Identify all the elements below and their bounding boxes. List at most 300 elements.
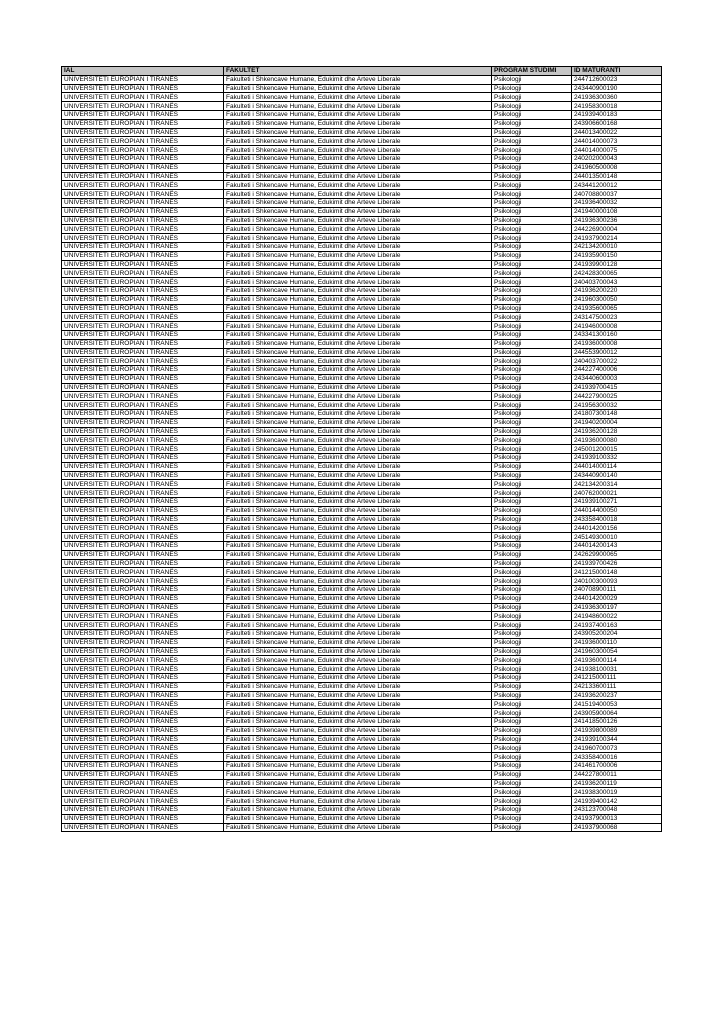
cell-fakultet: Fakulteti i Shkencave Humane, Edukimit dhe Arteve Liberale (224, 603, 492, 612)
cell-ial: UNIVERSITETI EUROPIAN I TIRANËS (62, 198, 224, 207)
table-row (62, 533, 662, 542)
cell-ial: UNIVERSITETI EUROPIAN I TIRANËS (62, 717, 224, 726)
cell-fakultet: Fakulteti i Shkencave Humane, Edukimit dhe Arteve Liberale (224, 146, 492, 155)
cell-program: Psikologji (492, 638, 572, 647)
cell-id-maturanti: 244712600023 (572, 75, 662, 84)
table-row (62, 392, 662, 401)
cell-program: Psikologji (492, 410, 572, 419)
cell-fakultet: Fakulteti i Shkencave Humane, Edukimit dhe Arteve Liberale (224, 304, 492, 313)
cell-fakultet: Fakulteti i Shkencave Humane, Edukimit dhe Arteve Liberale (224, 594, 492, 603)
cell-ial: UNIVERSITETI EUROPIAN I TIRANËS (62, 427, 224, 436)
table-row (62, 814, 662, 823)
cell-program: Psikologji (492, 313, 572, 322)
cell-id-maturanti: 241936200119 (572, 779, 662, 788)
cell-fakultet: Fakulteti i Shkencave Humane, Edukimit dhe Arteve Liberale (224, 207, 492, 216)
cell-id-maturanti: 244014400050 (572, 506, 662, 515)
table-row (62, 726, 662, 735)
cell-ial: UNIVERSITETI EUROPIAN I TIRANËS (62, 225, 224, 234)
cell-ial: UNIVERSITETI EUROPIAN I TIRANËS (62, 621, 224, 630)
cell-program: Psikologji (492, 436, 572, 445)
cell-fakultet: Fakulteti i Shkencave Humane, Edukimit dhe Arteve Liberale (224, 550, 492, 559)
cell-program: Psikologji (492, 559, 572, 568)
table-row (62, 823, 662, 832)
cell-id-maturanti: 241936300236 (572, 216, 662, 225)
cell-ial: UNIVERSITETI EUROPIAN I TIRANËS (62, 418, 224, 427)
cell-ial: UNIVERSITETI EUROPIAN I TIRANËS (62, 322, 224, 331)
cell-program: Psikologji (492, 568, 572, 577)
table-row (62, 788, 662, 797)
cell-program: Psikologji (492, 744, 572, 753)
cell-ial: UNIVERSITETI EUROPIAN I TIRANËS (62, 779, 224, 788)
cell-id-maturanti: 241948600022 (572, 612, 662, 621)
header-ial: IAL (62, 67, 224, 76)
cell-ial: UNIVERSITETI EUROPIAN I TIRANËS (62, 313, 224, 322)
table-row (62, 462, 662, 471)
cell-fakultet: Fakulteti i Shkencave Humane, Edukimit dhe Arteve Liberale (224, 788, 492, 797)
cell-program: Psikologji (492, 665, 572, 674)
cell-fakultet: Fakulteti i Shkencave Humane, Edukimit dhe Arteve Liberale (224, 339, 492, 348)
cell-program: Psikologji (492, 110, 572, 119)
cell-fakultet: Fakulteti i Shkencave Humane, Edukimit dhe Arteve Liberale (224, 779, 492, 788)
cell-ial: UNIVERSITETI EUROPIAN I TIRANËS (62, 559, 224, 568)
cell-program: Psikologji (492, 770, 572, 779)
cell-program: Psikologji (492, 797, 572, 806)
cell-fakultet: Fakulteti i Shkencave Humane, Edukimit dhe Arteve Liberale (224, 401, 492, 410)
cell-fakultet: Fakulteti i Shkencave Humane, Edukimit dhe Arteve Liberale (224, 181, 492, 190)
cell-id-maturanti: 241939800089 (572, 726, 662, 735)
cell-program: Psikologji (492, 709, 572, 718)
cell-ial: UNIVERSITETI EUROPIAN I TIRANËS (62, 295, 224, 304)
cell-fakultet: Fakulteti i Shkencave Humane, Edukimit dhe Arteve Liberale (224, 533, 492, 542)
cell-program: Psikologji (492, 656, 572, 665)
cell-fakultet: Fakulteti i Shkencave Humane, Edukimit dhe Arteve Liberale (224, 110, 492, 119)
cell-id-maturanti: 240403700022 (572, 357, 662, 366)
cell-fakultet: Fakulteti i Shkencave Humane, Edukimit dhe Arteve Liberale (224, 286, 492, 295)
cell-id-maturanti: 241946000008 (572, 322, 662, 331)
cell-ial: UNIVERSITETI EUROPIAN I TIRANËS (62, 234, 224, 243)
cell-fakultet: Fakulteti i Shkencave Humane, Edukimit dhe Arteve Liberale (224, 471, 492, 480)
cell-id-maturanti: 240708900111 (572, 586, 662, 595)
cell-ial: UNIVERSITETI EUROPIAN I TIRANËS (62, 533, 224, 542)
table-row (62, 577, 662, 586)
cell-ial: UNIVERSITETI EUROPIAN I TIRANËS (62, 260, 224, 269)
cell-fakultet: Fakulteti i Shkencave Humane, Edukimit dhe Arteve Liberale (224, 770, 492, 779)
cell-fakultet: Fakulteti i Shkencave Humane, Edukimit dhe Arteve Liberale (224, 717, 492, 726)
table-row (62, 313, 662, 322)
cell-fakultet: Fakulteti i Shkencave Humane, Edukimit dhe Arteve Liberale (224, 647, 492, 656)
table-row (62, 348, 662, 357)
cell-ial: UNIVERSITETI EUROPIAN I TIRANËS (62, 673, 224, 682)
table-row (62, 542, 662, 551)
cell-fakultet: Fakulteti i Shkencave Humane, Edukimit dhe Arteve Liberale (224, 84, 492, 93)
cell-fakultet: Fakulteti i Shkencave Humane, Edukimit dhe Arteve Liberale (224, 761, 492, 770)
cell-program: Psikologji (492, 181, 572, 190)
cell-fakultet: Fakulteti i Shkencave Humane, Edukimit dhe Arteve Liberale (224, 489, 492, 498)
cell-id-maturanti: 244013400022 (572, 128, 662, 137)
cell-ial: UNIVERSITETI EUROPIAN I TIRANËS (62, 401, 224, 410)
cell-id-maturanti: 241960300054 (572, 647, 662, 656)
cell-program: Psikologji (492, 137, 572, 146)
cell-id-maturanti: 241939400142 (572, 797, 662, 806)
cell-program: Psikologji (492, 717, 572, 726)
table-row (62, 102, 662, 111)
cell-fakultet: Fakulteti i Shkencave Humane, Edukimit dhe Arteve Liberale (224, 295, 492, 304)
cell-program: Psikologji (492, 814, 572, 823)
table-row (62, 603, 662, 612)
cell-fakultet: Fakulteti i Shkencave Humane, Edukimit dhe Arteve Liberale (224, 330, 492, 339)
table-row (62, 761, 662, 770)
cell-program: Psikologji (492, 251, 572, 260)
cell-program: Psikologji (492, 119, 572, 128)
cell-fakultet: Fakulteti i Shkencave Humane, Edukimit dhe Arteve Liberale (224, 366, 492, 375)
cell-fakultet: Fakulteti i Shkencave Humane, Edukimit dhe Arteve Liberale (224, 638, 492, 647)
cell-id-maturanti: 241939700415 (572, 383, 662, 392)
cell-id-maturanti: 240708800037 (572, 190, 662, 199)
table-row (62, 709, 662, 718)
cell-program: Psikologji (492, 374, 572, 383)
cell-program: Psikologji (492, 445, 572, 454)
cell-fakultet: Fakulteti i Shkencave Humane, Edukimit dhe Arteve Liberale (224, 691, 492, 700)
table-row (62, 427, 662, 436)
table-row (62, 744, 662, 753)
cell-program: Psikologji (492, 506, 572, 515)
cell-program: Psikologji (492, 401, 572, 410)
table-row (62, 207, 662, 216)
cell-id-maturanti: 241936200220 (572, 286, 662, 295)
table-row (62, 234, 662, 243)
table-row (62, 630, 662, 639)
cell-id-maturanti: 241940000108 (572, 207, 662, 216)
cell-id-maturanti: 244014000114 (572, 462, 662, 471)
cell-ial: UNIVERSITETI EUROPIAN I TIRANËS (62, 770, 224, 779)
cell-fakultet: Fakulteti i Shkencave Humane, Edukimit dhe Arteve Liberale (224, 427, 492, 436)
cell-id-maturanti: 241461700006 (572, 761, 662, 770)
cell-id-maturanti: 241938100031 (572, 665, 662, 674)
cell-id-maturanti: 242134200314 (572, 480, 662, 489)
cell-id-maturanti: 241939400183 (572, 110, 662, 119)
table-row (62, 559, 662, 568)
cell-fakultet: Fakulteti i Shkencave Humane, Edukimit dhe Arteve Liberale (224, 568, 492, 577)
cell-ial: UNIVERSITETI EUROPIAN I TIRANËS (62, 542, 224, 551)
cell-program: Psikologji (492, 339, 572, 348)
table-row (62, 700, 662, 709)
cell-ial: UNIVERSITETI EUROPIAN I TIRANËS (62, 524, 224, 533)
cell-ial: UNIVERSITETI EUROPIAN I TIRANËS (62, 630, 224, 639)
table-row (62, 779, 662, 788)
table-row (62, 436, 662, 445)
cell-fakultet: Fakulteti i Shkencave Humane, Edukimit dhe Arteve Liberale (224, 630, 492, 639)
cell-ial: UNIVERSITETI EUROPIAN I TIRANËS (62, 471, 224, 480)
cell-fakultet: Fakulteti i Shkencave Humane, Edukimit dhe Arteve Liberale (224, 445, 492, 454)
cell-ial: UNIVERSITETI EUROPIAN I TIRANËS (62, 700, 224, 709)
cell-ial: UNIVERSITETI EUROPIAN I TIRANËS (62, 788, 224, 797)
table-row (62, 586, 662, 595)
cell-id-maturanti: 241936200128 (572, 427, 662, 436)
cell-program: Psikologji (492, 295, 572, 304)
cell-fakultet: Fakulteti i Shkencave Humane, Edukimit dhe Arteve Liberale (224, 436, 492, 445)
cell-ial: UNIVERSITETI EUROPIAN I TIRANËS (62, 665, 224, 674)
cell-id-maturanti: 242134200010 (572, 242, 662, 251)
cell-id-maturanti: 241939900128 (572, 260, 662, 269)
cell-id-maturanti: 241215000111 (572, 673, 662, 682)
cell-ial: UNIVERSITETI EUROPIAN I TIRANËS (62, 286, 224, 295)
cell-ial: UNIVERSITETI EUROPIAN I TIRANËS (62, 348, 224, 357)
table-row (62, 128, 662, 137)
cell-program: Psikologji (492, 225, 572, 234)
cell-id-maturanti: 243905200204 (572, 630, 662, 639)
table-row (62, 471, 662, 480)
cell-id-maturanti: 240403700043 (572, 278, 662, 287)
cell-id-maturanti: 241936000114 (572, 656, 662, 665)
cell-program: Psikologji (492, 612, 572, 621)
cell-fakultet: Fakulteti i Shkencave Humane, Edukimit dhe Arteve Liberale (224, 753, 492, 762)
cell-id-maturanti: 242133600111 (572, 682, 662, 691)
cell-id-maturanti: 243147500023 (572, 313, 662, 322)
cell-fakultet: Fakulteti i Shkencave Humane, Edukimit dhe Arteve Liberale (224, 559, 492, 568)
table-row (62, 198, 662, 207)
cell-ial: UNIVERSITETI EUROPIAN I TIRANËS (62, 163, 224, 172)
cell-ial: UNIVERSITETI EUROPIAN I TIRANËS (62, 383, 224, 392)
cell-id-maturanti: 241936000008 (572, 339, 662, 348)
cell-fakultet: Fakulteti i Shkencave Humane, Edukimit dhe Arteve Liberale (224, 744, 492, 753)
cell-fakultet: Fakulteti i Shkencave Humane, Edukimit dhe Arteve Liberale (224, 418, 492, 427)
cell-ial: UNIVERSITETI EUROPIAN I TIRANËS (62, 146, 224, 155)
cell-ial: UNIVERSITETI EUROPIAN I TIRANËS (62, 190, 224, 199)
cell-ial: UNIVERSITETI EUROPIAN I TIRANËS (62, 181, 224, 190)
cell-ial: UNIVERSITETI EUROPIAN I TIRANËS (62, 594, 224, 603)
cell-fakultet: Fakulteti i Shkencave Humane, Edukimit dhe Arteve Liberale (224, 797, 492, 806)
cell-id-maturanti: 241939700426 (572, 559, 662, 568)
cell-ial: UNIVERSITETI EUROPIAN I TIRANËS (62, 797, 224, 806)
cell-program: Psikologji (492, 207, 572, 216)
cell-id-maturanti: 241935900150 (572, 251, 662, 260)
table-row (62, 770, 662, 779)
cell-program: Psikologji (492, 471, 572, 480)
cell-ial: UNIVERSITETI EUROPIAN I TIRANËS (62, 119, 224, 128)
cell-program: Psikologji (492, 462, 572, 471)
cell-fakultet: Fakulteti i Shkencave Humane, Edukimit dhe Arteve Liberale (224, 805, 492, 814)
cell-program: Psikologji (492, 586, 572, 595)
cell-program: Psikologji (492, 726, 572, 735)
cell-fakultet: Fakulteti i Shkencave Humane, Edukimit dhe Arteve Liberale (224, 225, 492, 234)
cell-program: Psikologji (492, 348, 572, 357)
table-row (62, 286, 662, 295)
cell-id-maturanti: 240202000043 (572, 154, 662, 163)
cell-fakultet: Fakulteti i Shkencave Humane, Edukimit dhe Arteve Liberale (224, 322, 492, 331)
cell-fakultet: Fakulteti i Shkencave Humane, Edukimit dhe Arteve Liberale (224, 612, 492, 621)
cell-id-maturanti: 241936300197 (572, 603, 662, 612)
table-header-row (62, 67, 662, 76)
cell-id-maturanti: 241960500008 (572, 163, 662, 172)
cell-ial: UNIVERSITETI EUROPIAN I TIRANËS (62, 102, 224, 111)
table-row (62, 322, 662, 331)
cell-fakultet: Fakulteti i Shkencave Humane, Edukimit dhe Arteve Liberale (224, 128, 492, 137)
cell-ial: UNIVERSITETI EUROPIAN I TIRANËS (62, 137, 224, 146)
table-row (62, 374, 662, 383)
cell-ial: UNIVERSITETI EUROPIAN I TIRANËS (62, 603, 224, 612)
cell-ial: UNIVERSITETI EUROPIAN I TIRANËS (62, 612, 224, 621)
cell-ial: UNIVERSITETI EUROPIAN I TIRANËS (62, 735, 224, 744)
cell-program: Psikologji (492, 269, 572, 278)
cell-program: Psikologji (492, 163, 572, 172)
cell-ial: UNIVERSITETI EUROPIAN I TIRANËS (62, 454, 224, 463)
cell-fakultet: Fakulteti i Shkencave Humane, Edukimit dhe Arteve Liberale (224, 357, 492, 366)
cell-id-maturanti: 243341300160 (572, 330, 662, 339)
cell-id-maturanti: 244014200143 (572, 542, 662, 551)
cell-program: Psikologji (492, 682, 572, 691)
cell-ial: UNIVERSITETI EUROPIAN I TIRANËS (62, 154, 224, 163)
cell-program: Psikologji (492, 542, 572, 551)
table-row (62, 366, 662, 375)
table-row (62, 383, 662, 392)
table-row (62, 418, 662, 427)
cell-id-maturanti: 244013500148 (572, 172, 662, 181)
cell-ial: UNIVERSITETI EUROPIAN I TIRANËS (62, 647, 224, 656)
table-row (62, 753, 662, 762)
cell-fakultet: Fakulteti i Shkencave Humane, Edukimit dhe Arteve Liberale (224, 673, 492, 682)
table-row (62, 410, 662, 419)
cell-id-maturanti: 243358400018 (572, 515, 662, 524)
cell-fakultet: Fakulteti i Shkencave Humane, Edukimit dhe Arteve Liberale (224, 313, 492, 322)
cell-program: Psikologji (492, 805, 572, 814)
table-row (62, 612, 662, 621)
cell-ial: UNIVERSITETI EUROPIAN I TIRANËS (62, 823, 224, 832)
cell-fakultet: Fakulteti i Shkencave Humane, Edukimit dhe Arteve Liberale (224, 524, 492, 533)
cell-program: Psikologji (492, 427, 572, 436)
table-row (62, 594, 662, 603)
cell-program: Psikologji (492, 242, 572, 251)
table-row (62, 242, 662, 251)
cell-program: Psikologji (492, 366, 572, 375)
cell-ial: UNIVERSITETI EUROPIAN I TIRANËS (62, 805, 224, 814)
table-row (62, 84, 662, 93)
cell-ial: UNIVERSITETI EUROPIAN I TIRANËS (62, 330, 224, 339)
table-row (62, 216, 662, 225)
table-row (62, 673, 662, 682)
cell-id-maturanti: 241936300360 (572, 93, 662, 102)
table-row (62, 172, 662, 181)
cell-fakultet: Fakulteti i Shkencave Humane, Edukimit dhe Arteve Liberale (224, 410, 492, 419)
table-row (62, 717, 662, 726)
table-row (62, 304, 662, 313)
table-row (62, 75, 662, 84)
cell-fakultet: Fakulteti i Shkencave Humane, Edukimit dhe Arteve Liberale (224, 348, 492, 357)
cell-id-maturanti: 241935600065 (572, 304, 662, 313)
cell-program: Psikologji (492, 779, 572, 788)
cell-fakultet: Fakulteti i Shkencave Humane, Edukimit dhe Arteve Liberale (224, 665, 492, 674)
cell-ial: UNIVERSITETI EUROPIAN I TIRANËS (62, 410, 224, 419)
cell-ial: UNIVERSITETI EUROPIAN I TIRANËS (62, 445, 224, 454)
cell-program: Psikologji (492, 154, 572, 163)
table-row (62, 638, 662, 647)
cell-ial: UNIVERSITETI EUROPIAN I TIRANËS (62, 761, 224, 770)
graduates-table (61, 66, 662, 832)
cell-fakultet: Fakulteti i Shkencave Humane, Edukimit dhe Arteve Liberale (224, 242, 492, 251)
cell-program: Psikologji (492, 498, 572, 507)
cell-fakultet: Fakulteti i Shkencave Humane, Edukimit dhe Arteve Liberale (224, 260, 492, 269)
cell-id-maturanti: 243440600003 (572, 374, 662, 383)
cell-id-maturanti: 241936400032 (572, 198, 662, 207)
cell-ial: UNIVERSITETI EUROPIAN I TIRANËS (62, 814, 224, 823)
cell-program: Psikologji (492, 234, 572, 243)
cell-fakultet: Fakulteti i Shkencave Humane, Edukimit dhe Arteve Liberale (224, 586, 492, 595)
cell-fakultet: Fakulteti i Shkencave Humane, Edukimit dhe Arteve Liberale (224, 823, 492, 832)
cell-fakultet: Fakulteti i Shkencave Humane, Edukimit dhe Arteve Liberale (224, 278, 492, 287)
cell-ial: UNIVERSITETI EUROPIAN I TIRANËS (62, 691, 224, 700)
cell-program: Psikologji (492, 489, 572, 498)
table-row (62, 181, 662, 190)
cell-program: Psikologji (492, 700, 572, 709)
cell-ial: UNIVERSITETI EUROPIAN I TIRANËS (62, 638, 224, 647)
cell-program: Psikologji (492, 788, 572, 797)
cell-program: Psikologji (492, 216, 572, 225)
cell-ial: UNIVERSITETI EUROPIAN I TIRANËS (62, 586, 224, 595)
cell-fakultet: Fakulteti i Shkencave Humane, Edukimit dhe Arteve Liberale (224, 251, 492, 260)
cell-ial: UNIVERSITETI EUROPIAN I TIRANËS (62, 726, 224, 735)
cell-id-maturanti: 241939100344 (572, 735, 662, 744)
cell-id-maturanti: 243906600168 (572, 119, 662, 128)
cell-ial: UNIVERSITETI EUROPIAN I TIRANËS (62, 339, 224, 348)
cell-ial: UNIVERSITETI EUROPIAN I TIRANËS (62, 251, 224, 260)
cell-ial: UNIVERSITETI EUROPIAN I TIRANËS (62, 682, 224, 691)
cell-program: Psikologji (492, 190, 572, 199)
cell-fakultet: Fakulteti i Shkencave Humane, Edukimit dhe Arteve Liberale (224, 154, 492, 163)
table-row (62, 251, 662, 260)
cell-id-maturanti: 242629900065 (572, 550, 662, 559)
cell-ial: UNIVERSITETI EUROPIAN I TIRANËS (62, 489, 224, 498)
cell-id-maturanti: 241958300018 (572, 102, 662, 111)
table-row (62, 190, 662, 199)
cell-id-maturanti: 241939100271 (572, 498, 662, 507)
cell-program: Psikologji (492, 550, 572, 559)
cell-id-maturanti: 241936000080 (572, 436, 662, 445)
cell-ial: UNIVERSITETI EUROPIAN I TIRANËS (62, 269, 224, 278)
cell-id-maturanti: 244227800011 (572, 770, 662, 779)
cell-id-maturanti: 243905900064 (572, 709, 662, 718)
cell-program: Psikologji (492, 454, 572, 463)
cell-fakultet: Fakulteti i Shkencave Humane, Edukimit dhe Arteve Liberale (224, 119, 492, 128)
cell-ial: UNIVERSITETI EUROPIAN I TIRANËS (62, 374, 224, 383)
cell-ial: UNIVERSITETI EUROPIAN I TIRANËS (62, 498, 224, 507)
cell-program: Psikologji (492, 673, 572, 682)
cell-fakultet: Fakulteti i Shkencave Humane, Edukimit dhe Arteve Liberale (224, 506, 492, 515)
cell-fakultet: Fakulteti i Shkencave Humane, Edukimit dhe Arteve Liberale (224, 102, 492, 111)
cell-fakultet: Fakulteti i Shkencave Humane, Edukimit dhe Arteve Liberale (224, 542, 492, 551)
cell-ial: UNIVERSITETI EUROPIAN I TIRANËS (62, 357, 224, 366)
header-id-maturanti: ID MATURANTI (572, 67, 662, 76)
cell-fakultet: Fakulteti i Shkencave Humane, Edukimit dhe Arteve Liberale (224, 814, 492, 823)
table-row (62, 137, 662, 146)
cell-id-maturanti: 241938300019 (572, 788, 662, 797)
table-row (62, 656, 662, 665)
table-row (62, 295, 662, 304)
cell-program: Psikologji (492, 515, 572, 524)
cell-fakultet: Fakulteti i Shkencave Humane, Edukimit dhe Arteve Liberale (224, 392, 492, 401)
cell-fakultet: Fakulteti i Shkencave Humane, Edukimit dhe Arteve Liberale (224, 190, 492, 199)
cell-program: Psikologji (492, 691, 572, 700)
cell-fakultet: Fakulteti i Shkencave Humane, Edukimit dhe Arteve Liberale (224, 682, 492, 691)
cell-ial: UNIVERSITETI EUROPIAN I TIRANËS (62, 75, 224, 84)
cell-id-maturanti: 241418500126 (572, 717, 662, 726)
cell-ial: UNIVERSITETI EUROPIAN I TIRANËS (62, 110, 224, 119)
cell-program: Psikologji (492, 260, 572, 269)
table-row (62, 568, 662, 577)
cell-ial: UNIVERSITETI EUROPIAN I TIRANËS (62, 128, 224, 137)
cell-fakultet: Fakulteti i Shkencave Humane, Edukimit dhe Arteve Liberale (224, 163, 492, 172)
cell-id-maturanti: 244014200156 (572, 524, 662, 533)
table-row (62, 480, 662, 489)
cell-ial: UNIVERSITETI EUROPIAN I TIRANËS (62, 242, 224, 251)
